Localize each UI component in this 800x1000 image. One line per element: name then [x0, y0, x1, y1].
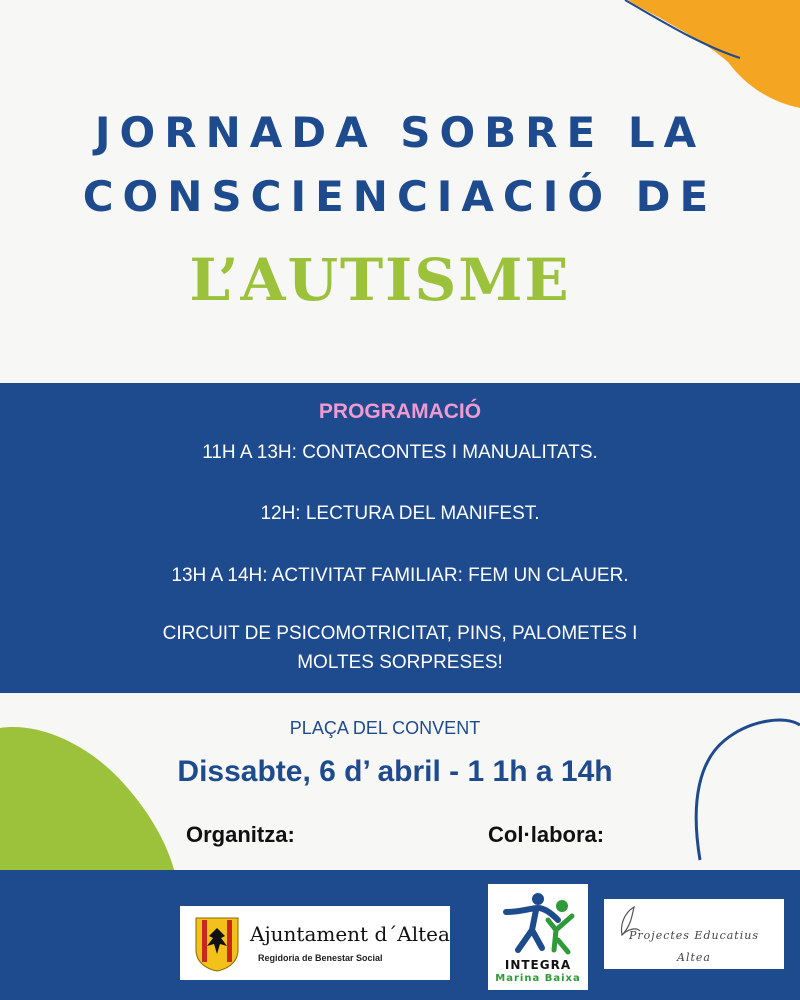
ajuntament-subtitle: Regidoria de Benestar Social: [258, 953, 383, 963]
people-icon: [496, 890, 580, 956]
projectes-subtitle: Altea: [677, 951, 711, 964]
title-line-1: JORNADA SOBRE LA: [94, 108, 706, 157]
title-highlight: L’AUTISME: [189, 246, 571, 314]
integra-name: INTEGRA: [504, 958, 572, 972]
programme-item: CIRCUIT DE PSICOMOTRICITAT, PINS, PALOMETES I: [162, 623, 638, 644]
organizer-label: Organitza:: [186, 822, 295, 847]
event-date: Dissabte, 6 d’ abril - 1 1h a 14h: [177, 755, 613, 788]
programme-heading: PROGRAMACIÓ: [318, 400, 482, 423]
projectes-name: Projectes Educatius: [629, 929, 759, 942]
title-line-2: CONSCIENCIACIÓ DE: [82, 172, 718, 221]
programme-band: [0, 383, 800, 693]
ajuntament-logo: [180, 906, 450, 980]
navy-swoosh: [696, 720, 800, 860]
projectes-logo: [604, 899, 784, 969]
coat-of-arms-icon: [194, 916, 240, 972]
collaborator-label: Col·labora:: [488, 822, 605, 847]
ajuntament-name: Ajuntament d´Altea: [250, 922, 450, 946]
integra-subtitle: Marina Baixa: [495, 973, 581, 984]
programme-item: MOLTES SORPRESES!: [297, 652, 503, 673]
integra-logo: [488, 884, 588, 990]
programme-item: 13H A 14H: ACTIVITAT FAMILIAR: FEM UN CLAUER.: [171, 565, 629, 586]
programme-item: 12H: LECTURA DEL MANIFEST.: [260, 503, 540, 524]
programme-item: 11H A 13H: CONTACONTES I MANUALITATS.: [202, 442, 598, 463]
venue-label: PLAÇA DEL CONVENT: [289, 718, 481, 738]
